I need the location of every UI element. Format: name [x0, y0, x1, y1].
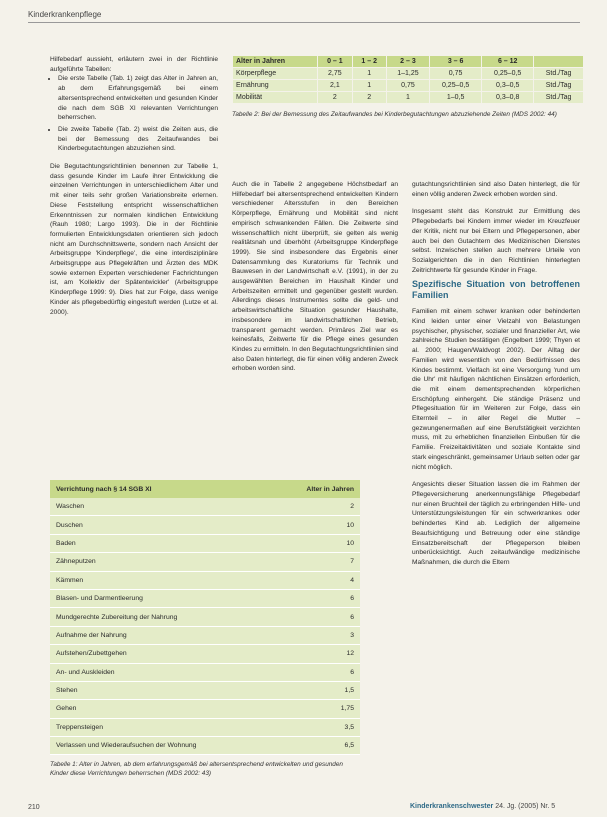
table-cell: 1–1,25 [386, 68, 429, 80]
right-column [412, 180, 580, 568]
table-cell: 1,75 [273, 700, 360, 718]
table-cell: 0,75 [386, 80, 429, 92]
table-1 [50, 480, 360, 755]
table-cell: An- und Auskleiden [50, 663, 273, 681]
table-cell: 2 [352, 92, 386, 104]
table-cell: 2 [318, 92, 352, 104]
table-header-cell: Alter in Jahren [273, 480, 360, 498]
table-cell: Stehen [50, 681, 273, 699]
table-header-cell: 2 – 3 [386, 56, 429, 68]
table-cell: Aufstehen/Zubettgehen [50, 645, 273, 663]
left-paragraph: Die Begutachtungsrichtlinien benennen zur Tabelle 1, dass gesunde Kinder im Laufe ihrer Entwicklung die einzelnen Verrichtungen in unterschiedlichem Alter und mit einer teils sehr großen Variationsbreite erlernen. Diese Feststellung entspricht wissenschaftlichen Erkenntnissen zur normalen kindlichen Entwicklung (Rauh 1980; Largo 1993). Die in der Richtlinie formulierten Entwicklungsdaten orientieren sich jedoch nicht am Durchschnittswerte, sondern nach Ansicht der Arbeitsgruppe 'Kinderpflege', die eine interdisziplinäre Arbeitsgruppe aus Pflegekräften und Ärzten des MDK sowie externen Experten verschiedener Fachrichtungen ist, am 'Kollektiv der Spätentwickler' (Arbeitsgruppe Kinderpflege 1999: 9). Dies hat zur Folge, dass wenige Kinder als pflegebedürftig eingestuft werden (Lutze et al. 2000). [50, 163, 218, 316]
right-paragraph: Angesichts dieser Situation lassen die im Rahmen der Pflegeversicherung anerkennungsfähige Pflegebedarf nur einen Bruchteil der täglich zu erbringenden Hilfe- und Unterstützungsleistungen für ein schwerkrankes oder behindertes Kind ab. Lediglich der allgemeine Beaufsichtigung und Betreuung oder eine ständige Einsatzbereitschaft der Pflegeperson bleiben unberücksichtigt. Auch zeitaufwändige medizinische Maßnahmen, die durch die Eltern [412, 481, 580, 566]
middle-column [232, 180, 398, 374]
bullet-item: • Die erste Tabelle (Tab. 1) zeigt das Alter in Jahren an, ab dem Erfahrungsgemäß bei einem altersentsprechend entwickelten und gesunden Kinder die nach dem SGB XI relevanten Verrichtungen beherrschen. [58, 74, 218, 123]
table-cell: Mundgerechte Zubereitung der Nahrung [50, 608, 273, 626]
table-cell: Verlassen und Wiederaufsuchen der Wohnung [50, 737, 273, 755]
table-row [50, 718, 360, 736]
table-cell: Std./Tag [534, 68, 584, 80]
table-header-cell: 0 – 1 [318, 56, 352, 68]
table-cell: Blasen- und Darmentleerung [50, 589, 273, 607]
table-row [50, 626, 360, 644]
table-1-caption: Tabelle 1: Alter in Jahren, ab dem erfahrungsgemäß bei altersentsprechend entwickelten und gesunden Kinder diese Verrichtungen beherrschen (MDS 2002: 43) [50, 761, 343, 777]
table-row [50, 700, 360, 718]
table-cell: Gehen [50, 700, 273, 718]
page-number: 210 [28, 804, 40, 811]
bullet-list [50, 74, 218, 154]
table-cell: 10 [273, 516, 360, 534]
table-row [50, 516, 360, 534]
table-header-cell: 3 – 6 [430, 56, 482, 68]
table-2-block [232, 55, 584, 120]
table-header-cell: 6 – 12 [482, 56, 534, 68]
table-cell: Aufnahme der Nahrung [50, 626, 273, 644]
table-header-cell: 1 – 2 [352, 56, 386, 68]
table-cell: Körperpflege [233, 68, 318, 80]
table-cell: Treppensteigen [50, 718, 273, 736]
table-cell: 6 [273, 663, 360, 681]
table-cell: Std./Tag [534, 92, 584, 104]
left-column [50, 55, 218, 317]
table-row [50, 498, 360, 516]
table-cell: 0,3–0,5 [482, 80, 534, 92]
middle-paragraph: Auch die in Tabelle 2 angegebene Höchstbedarf an Hilfebedarf bei altersentsprechend entwickelten Kindern verschiedener Altersstufen in den Bereichen Körperpflege, Ernährung und Mobilität sind nicht empirisch schwankenden Fällen. Die Zeitwerte sind wissenschaftlich nicht überprüft, sie gelten als wenig realitätsnah und überhöht (Arbeitsgruppe Kinderpflege 1999). Sie sind insbesondere das Ergebnis einer Datensammlung des Kuratoriums für Technik und Bauwesen in der Landwirtschaft e.V. (1991), in der zu ausgewählten Bereichen im Haushalt Kinder und Arbeitszeiten ermittelt und gegenüber gestellt wurden. Allerdings dieses Instrumentes sollte die geld- und arbeitswirtschaftliche Situation gesunder Haushalte, insbesondere im landwirtschaftlichen Betrieb, transparent gemacht werden. Primäres Ziel war es keinesfalls, Zeitwerte für die Pflege eines gesunden Kindes zu ermitteln. In den Begutachtungsrichtlinien sind also Daten hinterlegt, die für einen völlig anderen Zweck erhoben worden sind. [232, 181, 398, 373]
bullet-item: • Die zweite Tabelle (Tab. 2) weist die Zeiten aus, die bei der Bemessung des Zeitaufwandes bei Kinderbegutachtungen abzuziehen sind. [58, 125, 218, 154]
table-row [233, 68, 584, 80]
table-cell: 3 [273, 626, 360, 644]
table-cell: 0,25–0,5 [430, 80, 482, 92]
table-cell: 0,75 [430, 68, 482, 80]
table-row [50, 737, 360, 755]
table-row [50, 681, 360, 699]
right-paragraph: Insgesamt steht das Konstrukt zur Ermittlung des Pflegebedarfs bei Kindern immer wieder im Kreuzfeuer der Kritik, nicht nur bei Eltern und Pflegepersonen, aber auch bei den Gutachtern des Medizinischen Dienstes selbst. Inzwischen stellen auch mehrere Urteile von Sozialgerichten die in den Richtlinien hinterlegten Zeitrichtwerte für gesunde Kinder in Frage. [412, 208, 580, 274]
footer-journal [410, 803, 555, 810]
table-header-row [233, 56, 584, 68]
table-cell: 6 [273, 608, 360, 626]
table-cell: Std./Tag [534, 80, 584, 92]
journal-name: Kinderkrankenschwester [410, 803, 494, 810]
table-cell: 1,5 [273, 681, 360, 699]
table-cell: 6 [273, 589, 360, 607]
table-cell: 3,5 [273, 718, 360, 736]
table-row [233, 80, 584, 92]
table-header-cell: Alter in Jahren [233, 56, 318, 68]
left-intro: Hilfebedarf aussieht, erläutern zwei in der Richtlinie aufgeführte Tabellen: [50, 56, 218, 73]
table-row [50, 553, 360, 571]
table-2-caption: Tabelle 2: Bei der Bemessung des Zeitaufwandes bei Kinderbegutachtungen abzuziehende Zeiten (MDS 2002: 44) [232, 111, 557, 118]
table-cell: Mobilität [233, 92, 318, 104]
table-1-block [50, 480, 360, 778]
table-cell: 1–0,5 [430, 92, 482, 104]
table-cell: Kämmen [50, 571, 273, 589]
table-row [50, 645, 360, 663]
table-cell: Zähneputzen [50, 553, 273, 571]
table-cell: 4 [273, 571, 360, 589]
table-row [50, 608, 360, 626]
right-paragraph: Familien mit einem schwer kranken oder behinderten Kind leiden unter einer Vielzahl von Belastungen psychischer, physischer, sozialer und finanzieller Art, wie zahlreiche Studien bestätigen (Engelbert 1999; Thyen et al. 2000; Haugen/Waldvogt 2002). Der Alltag der Familien wird wesentlich von den Bedürfnissen des Kindes bestimmt. Vielfach ist eine Versorgung 'rund um die Uhr' mit häufigen nächtlichen Einsätzen erforderlich, die mit einem dementsprechenden körperlichen Erschöpfung einhergeht. Die ständige Präsenz und Pflegesituation für im Weiteren zur Folge, dass ein Elternteil – in aller Regel die Mutter – gezwungenermaßen auf eine Berufstätigkeit verzichten muss, mit zu erheblichen finanziellen Einbußen für die Familie. Freizeitaktivitäten und soziale Kontakte sind stark eingeschränkt, gemeinsamer Urlaub selten oder gar nicht möglich. [412, 308, 580, 471]
table-row [233, 92, 584, 104]
table-cell: 10 [273, 534, 360, 552]
header-rule [28, 22, 580, 23]
table-header-row [50, 480, 360, 498]
table-row [50, 571, 360, 589]
table-cell: 7 [273, 553, 360, 571]
table-header-cell: Verrichtung nach § 14 SGB XI [50, 480, 273, 498]
table-row [50, 589, 360, 607]
table-cell: 0,25–0,5 [482, 68, 534, 80]
table-cell: 1 [386, 92, 429, 104]
table-2 [232, 55, 584, 104]
table-cell: Ernährung [233, 80, 318, 92]
table-cell: 1 [352, 80, 386, 92]
table-cell: Waschen [50, 498, 273, 516]
table-cell: 2,1 [318, 80, 352, 92]
table-cell: 2 [273, 498, 360, 516]
table-cell: Duschen [50, 516, 273, 534]
table-header-cell [534, 56, 584, 68]
table-cell: 1 [352, 68, 386, 80]
section-heading: Spezifische Situation von betroffenen Familien [412, 279, 580, 301]
journal-issue: 24. Jg. (2005) Nr. 5 [495, 803, 556, 810]
table-cell: 2,75 [318, 68, 352, 80]
table-cell: 12 [273, 645, 360, 663]
table-row [50, 534, 360, 552]
table-row [50, 663, 360, 681]
table-cell: Baden [50, 534, 273, 552]
running-header: Kinderkrankenpflege [28, 10, 102, 19]
right-top-paragraph: gutachtungsrichtlinien sind also Daten hinterlegt, die für einen völlig anderen Zweck erhoben worden sind. [412, 181, 580, 198]
table-cell: 0,3–0,8 [482, 92, 534, 104]
table-cell: 6,5 [273, 737, 360, 755]
